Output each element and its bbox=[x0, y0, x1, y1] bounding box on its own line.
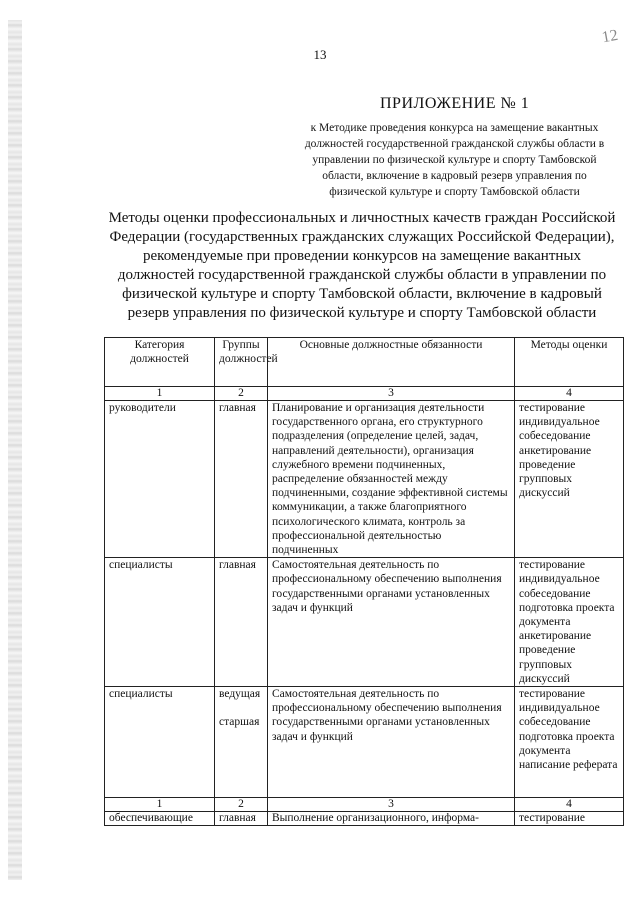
header-category: Категория должностей bbox=[105, 338, 215, 387]
column-number: 2 bbox=[215, 387, 268, 401]
appendix-subtitle: к Методике проведения конкурса на замещение вакантных должностей государственной гражданской службы области в управлении по физической культуре и спорту Тамбовской области, включение в кадровый резерв управления по физической культуре и спорту Тамбовской области bbox=[304, 122, 605, 198]
method-item: подготовка проекта документа bbox=[519, 730, 615, 757]
column-number: 3 bbox=[268, 387, 515, 401]
method-item: проведение групповых дискуссий bbox=[519, 458, 576, 500]
method-item: проведение групповых дискуссий bbox=[519, 644, 576, 685]
group-item: ведущая bbox=[219, 688, 261, 701]
column-number-row bbox=[105, 798, 624, 812]
group-item: старшая bbox=[219, 716, 260, 729]
table-row bbox=[105, 558, 624, 687]
row-duties: Самостоятельная деятельность по профессиональному обеспечению выполнения государственными органами установленных задач и функций bbox=[268, 687, 515, 798]
column-number: 3 bbox=[268, 798, 515, 812]
method-item: анкетирование bbox=[519, 630, 592, 643]
method-item: индивидуальное собеседование bbox=[519, 416, 600, 443]
row-group: главная bbox=[215, 401, 268, 558]
row-duties: Выполнение организационного, информа- bbox=[268, 812, 515, 826]
column-number: 2 bbox=[215, 798, 268, 812]
method-item: тестирование bbox=[519, 688, 585, 701]
table-row bbox=[105, 687, 624, 798]
header-methods: Методы оценки bbox=[515, 338, 624, 387]
method-item: подготовка проекта документа bbox=[519, 601, 615, 629]
row-duties: Планирование и организация деятельности государственного органа, его структурного подразделения (определение целей, задач, направлений деятельности), организация служебного времени подчиненных, распределение обязанностей между подчиненными, создание эффективной системы коммуникации, а также благоприятного психологического климата, контроль за профессиональной деятельностью подчиненных bbox=[268, 401, 515, 558]
method-item: тестирование bbox=[519, 402, 585, 414]
method-item: тестирование bbox=[519, 559, 585, 572]
row-methods bbox=[515, 401, 624, 558]
assessment-methods-table bbox=[104, 337, 624, 826]
column-number: 4 bbox=[515, 798, 624, 812]
appendix-title: ПРИЛОЖЕНИЕ № 1 bbox=[380, 95, 530, 112]
table-row bbox=[105, 401, 624, 558]
page-number: 13 bbox=[313, 47, 327, 62]
main-heading: Методы оценки профессиональных и личностных качеств граждан Российской Федерации (государственных гражданских служащих Российской Федерации), рекомендуемые при проведении конкурсов на замещение вакантных должностей государственной гражданской службы области в управлении по физической культуре и спорту Тамбовской области, включение в кадровый резерв управления по физической культуре и спорту Тамбовской области bbox=[108, 210, 616, 321]
row-methods bbox=[515, 558, 624, 687]
row-duties: Самостоятельная деятельность по профессиональному обеспечению выполнения государственными органами установленных задач и функций bbox=[268, 558, 515, 687]
column-number-row bbox=[105, 387, 624, 401]
column-number: 1 bbox=[105, 798, 215, 812]
method-item: написание реферата bbox=[519, 759, 618, 772]
column-number: 1 bbox=[105, 387, 215, 401]
header-group: Группы должностей bbox=[215, 338, 268, 387]
row-category: обеспечивающие bbox=[105, 812, 215, 826]
row-group: главная bbox=[215, 812, 268, 826]
method-item: индивидуальное собеседование bbox=[519, 573, 600, 600]
corner-handwritten-mark: 12 bbox=[600, 26, 620, 47]
table-header-row bbox=[105, 338, 624, 387]
row-category: руководители bbox=[105, 401, 215, 558]
scan-edge-artifact bbox=[8, 20, 22, 880]
row-group bbox=[215, 687, 268, 798]
row-category: специалисты bbox=[105, 687, 215, 798]
column-number: 4 bbox=[515, 387, 624, 401]
method-item: анкетирование bbox=[519, 444, 592, 457]
header-duties: Основные должностные обязанности bbox=[268, 338, 515, 387]
method-item: индивидуальное собеседование bbox=[519, 702, 600, 729]
row-methods bbox=[515, 687, 624, 798]
row-group: главная bbox=[215, 558, 268, 687]
row-methods: тестирование bbox=[515, 812, 624, 826]
table-row bbox=[105, 812, 624, 826]
row-category: специалисты bbox=[105, 558, 215, 687]
